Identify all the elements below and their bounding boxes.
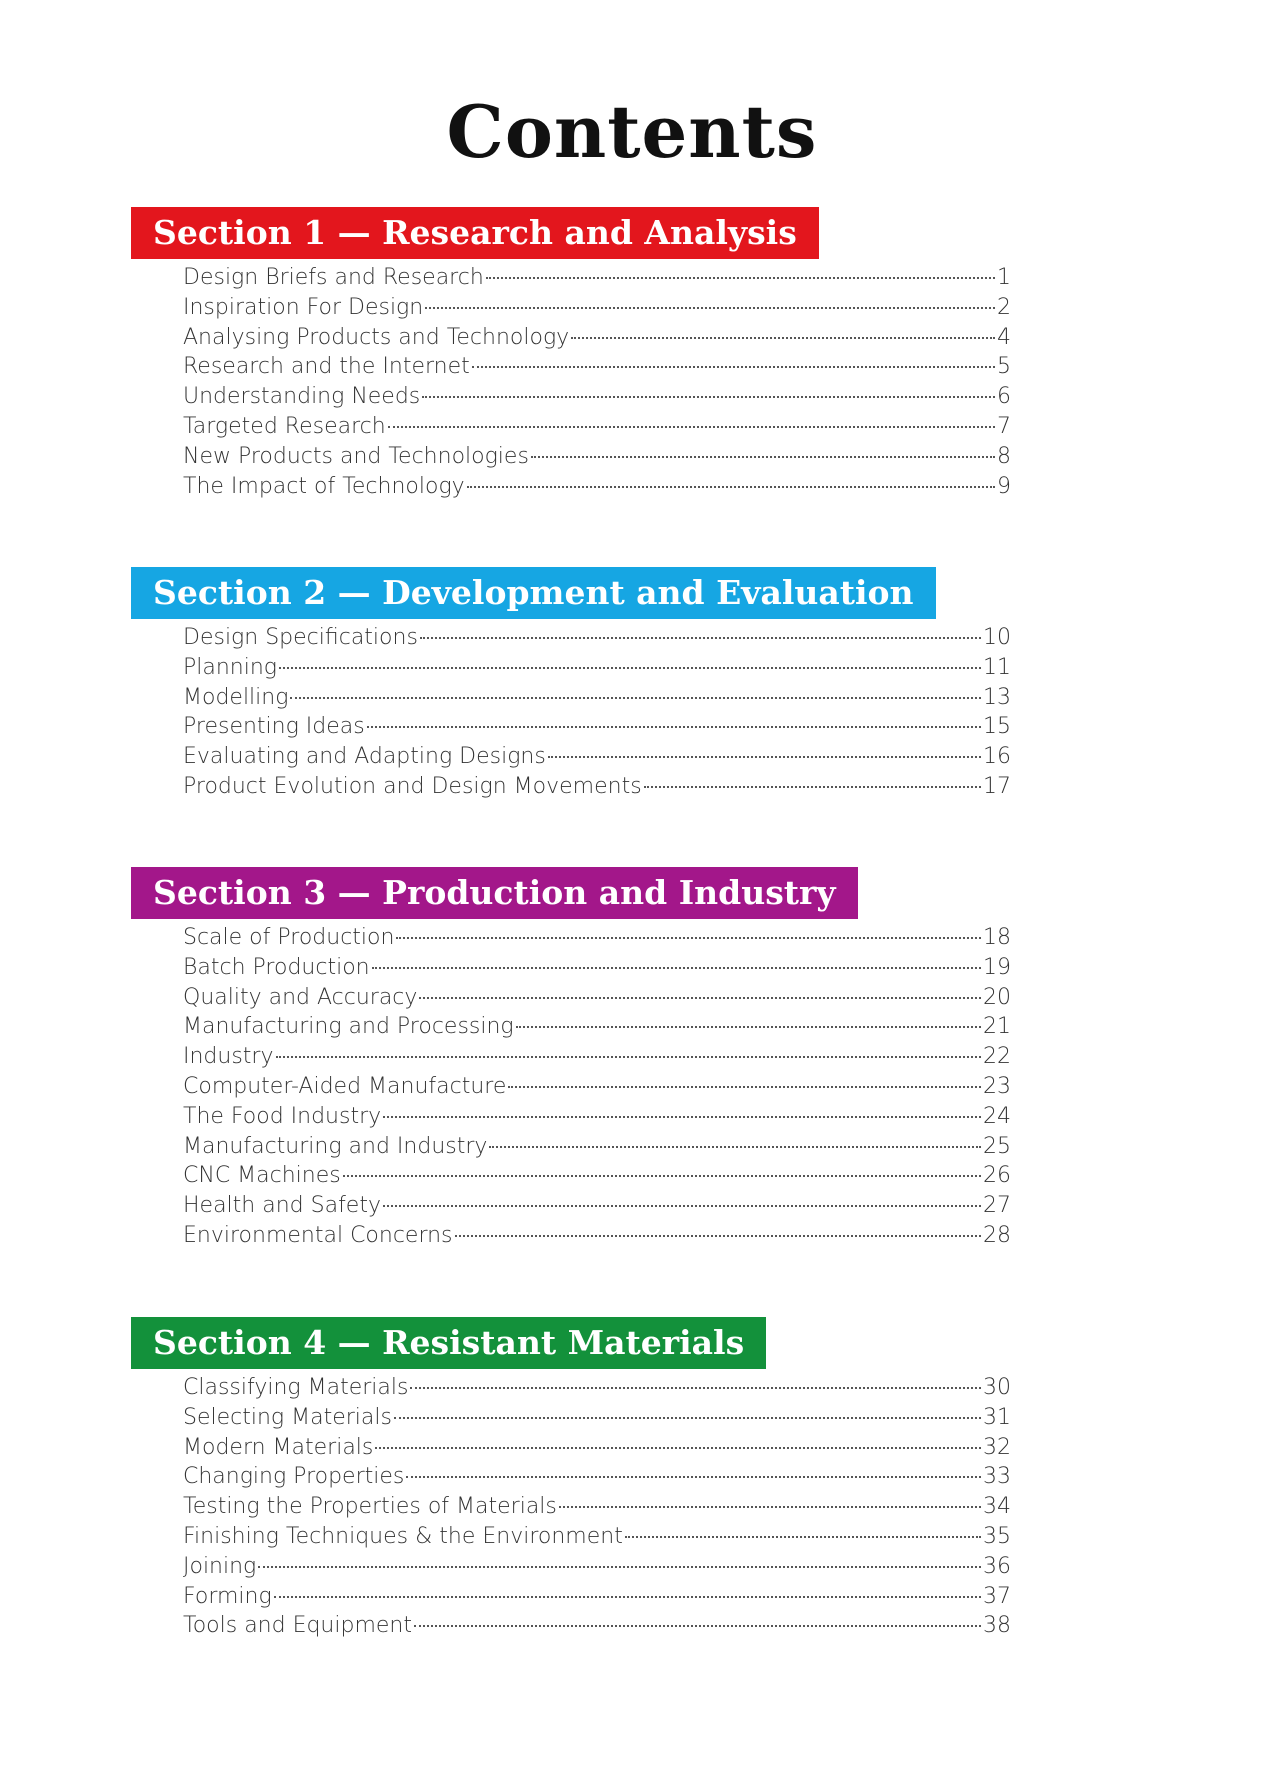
toc-entry-title: The Impact of Technology (183, 473, 465, 499)
toc-entry-title: Forming (183, 1583, 272, 1609)
toc-entry-title: Joining (183, 1553, 257, 1579)
toc-entry (183, 625, 1011, 655)
toc-entry (183, 1464, 1011, 1494)
toc-entry-page: 4 (997, 324, 1011, 350)
toc-entry-title: Health and Safety (183, 1193, 381, 1219)
section-heading: Section 3 — Production and Industry (131, 867, 858, 919)
toc-entry (183, 1163, 1011, 1193)
toc-entry (183, 774, 1011, 804)
toc-entry-title: Analysing Products and Technology (183, 324, 570, 350)
toc-entry-title: Scale of Production (183, 925, 395, 950)
toc-entry-title: Presenting Ideas (183, 714, 365, 740)
section-heading: Section 4 — Resistant Materials (131, 1317, 766, 1369)
toc-entry-title: Design Specifications (183, 625, 418, 650)
dot-leader (422, 396, 995, 398)
toc-entry (183, 1193, 1011, 1223)
dot-leader (383, 1116, 981, 1118)
toc-entry-title: Evaluating and Adapting Designs (183, 744, 546, 770)
toc-entry (183, 325, 1011, 355)
toc-entry-title: Inspiration For Design (183, 294, 424, 320)
toc-entry-page: 17 (983, 773, 1011, 799)
toc-entry (183, 474, 1011, 504)
toc-entry (183, 925, 1011, 955)
toc-entry-page: 34 (983, 1494, 1011, 1520)
toc-entry-page: 6 (997, 384, 1011, 410)
toc-entry-page: 1 (997, 265, 1011, 290)
toc-entry (183, 444, 1011, 474)
toc-entry-title: Industry (183, 1044, 274, 1070)
toc-entry-page: 18 (983, 925, 1011, 950)
toc-entry-page: 36 (983, 1553, 1011, 1579)
dot-leader (343, 1175, 981, 1177)
section-heading: Section 1 — Research and Analysis (131, 207, 819, 259)
toc-entry-title: Tools and Equipment (183, 1613, 412, 1639)
toc-entry (183, 1494, 1011, 1524)
dot-leader (290, 697, 981, 699)
dot-leader (383, 1205, 981, 1207)
toc-entry-title: Design Briefs and Research (183, 265, 484, 290)
dot-leader (406, 1476, 981, 1478)
toc-entry-title: Product Evolution and Design Movements (183, 773, 642, 799)
toc-entry-title: Computer-Aided Manufacture (183, 1073, 507, 1099)
dot-leader (394, 1417, 981, 1419)
section-heading: Section 2 — Development and Evaluation (131, 567, 936, 619)
entry-list (131, 265, 1011, 503)
dot-leader (508, 1086, 981, 1088)
toc-entry-title: Research and the Internet (183, 354, 470, 380)
toc-entry (183, 1014, 1011, 1044)
toc-entry (183, 714, 1011, 744)
dot-leader (372, 967, 981, 969)
dot-leader (396, 937, 981, 939)
toc-entry (183, 655, 1011, 685)
toc-entry-title: Modern Materials (183, 1434, 374, 1460)
dot-leader (486, 277, 995, 279)
dot-leader (467, 486, 995, 488)
toc-entry-title: Testing the Properties of Materials (183, 1494, 557, 1520)
toc-entry-page: 23 (983, 1073, 1011, 1099)
dot-leader (559, 1506, 981, 1508)
toc-entry-page: 8 (997, 443, 1011, 469)
toc-entry-page: 35 (983, 1523, 1011, 1549)
toc-entry-page: 21 (983, 1014, 1011, 1040)
toc-entry-page: 2 (997, 294, 1011, 320)
toc-entry-title: Manufacturing and Processing (183, 1014, 514, 1040)
entry-list (131, 625, 1011, 804)
dot-leader (644, 786, 981, 788)
toc-entry (183, 1223, 1011, 1253)
toc-entry-title: Modelling (183, 684, 289, 710)
dot-leader (375, 1447, 981, 1449)
dot-leader (388, 426, 995, 428)
toc-entry-title: Understanding Needs (183, 384, 421, 410)
toc-entry-title: Finishing Techniques & the Environment (183, 1523, 623, 1549)
toc-entry-page: 25 (983, 1133, 1011, 1159)
dot-leader (410, 1387, 981, 1389)
dot-leader (489, 1146, 981, 1148)
section-development-and-evaluation (131, 567, 1011, 804)
toc-entry-title: Manufacturing and Industry (183, 1133, 488, 1159)
dot-leader (472, 366, 995, 368)
toc-entry (183, 414, 1011, 444)
toc-entry-page: 20 (983, 984, 1011, 1010)
toc-entry-title: Selecting Materials (183, 1404, 392, 1430)
toc-entry-page: 19 (983, 954, 1011, 980)
toc-entry-title: New Products and Technologies (183, 443, 529, 469)
toc-entry (183, 955, 1011, 985)
toc-entry (183, 1435, 1011, 1465)
toc-entry-title: Changing Properties (183, 1464, 405, 1490)
toc-entry-page: 28 (983, 1222, 1011, 1248)
toc-entry (183, 265, 1011, 295)
toc-entry-page: 32 (983, 1434, 1011, 1460)
toc-entry (183, 1554, 1011, 1584)
toc-entry-page: 22 (983, 1044, 1011, 1070)
toc-entry-page: 30 (983, 1375, 1011, 1400)
toc-entry-title: Batch Production (183, 954, 370, 980)
toc-entry-page: 5 (997, 354, 1011, 380)
section-production-and-industry (131, 867, 1011, 1253)
dot-leader (548, 756, 981, 758)
toc-entry (183, 1104, 1011, 1134)
toc-entry (183, 354, 1011, 384)
entry-list (131, 925, 1011, 1253)
toc-entry (183, 1074, 1011, 1104)
dot-leader (516, 1026, 981, 1028)
toc-entry-page: 11 (983, 654, 1011, 680)
toc-entry-page: 7 (997, 413, 1011, 439)
dot-leader (367, 726, 981, 728)
toc-entry (183, 1044, 1011, 1074)
toc-entry (183, 295, 1011, 325)
toc-entry-page: 24 (983, 1103, 1011, 1129)
toc-entry-page: 16 (983, 744, 1011, 770)
section-research-and-analysis (131, 207, 1011, 503)
toc-entry (183, 744, 1011, 774)
entry-list (131, 1375, 1011, 1643)
toc-entry (183, 1524, 1011, 1554)
toc-entry-title: Environmental Concerns (183, 1222, 453, 1248)
toc-entry-page: 13 (983, 684, 1011, 710)
toc-entry (183, 1613, 1011, 1643)
dot-leader (276, 1056, 982, 1058)
dot-leader (274, 1596, 981, 1598)
page-title: Contents (446, 89, 818, 174)
dot-leader (258, 1566, 981, 1568)
dot-leader (425, 307, 995, 309)
toc-entry (183, 384, 1011, 414)
dot-leader (414, 1625, 981, 1627)
toc-entry-title: CNC Machines (183, 1163, 341, 1189)
toc-entry-page: 38 (983, 1613, 1011, 1639)
dot-leader (455, 1235, 981, 1237)
toc-entry (183, 685, 1011, 715)
dot-leader (571, 337, 995, 339)
toc-entry (183, 1375, 1011, 1405)
toc-entry-title: Classifying Materials (183, 1375, 409, 1400)
toc-entry-page: 27 (983, 1193, 1011, 1219)
toc-entry-page: 26 (983, 1163, 1011, 1189)
toc-entry-page: 37 (983, 1583, 1011, 1609)
dot-leader (419, 997, 981, 999)
dot-leader (279, 667, 981, 669)
dot-leader (625, 1536, 981, 1538)
toc-entry (183, 1134, 1011, 1164)
toc-entry-page: 31 (983, 1404, 1011, 1430)
section-resistant-materials (131, 1317, 1011, 1643)
toc-entry-page: 15 (983, 714, 1011, 740)
toc-entry-page: 10 (983, 625, 1011, 650)
toc-entry-title: The Food Industry (183, 1103, 382, 1129)
toc-entry-title: Planning (183, 654, 278, 680)
dot-leader (420, 637, 981, 639)
toc-entry (183, 1405, 1011, 1435)
toc-entry-title: Targeted Research (183, 413, 386, 439)
toc-entry-title: Quality and Accuracy (183, 984, 418, 1010)
toc-entry-page: 9 (997, 473, 1011, 499)
toc-entry-page: 33 (983, 1464, 1011, 1490)
toc-entry (183, 1584, 1011, 1614)
toc-entry (183, 985, 1011, 1015)
dot-leader (531, 456, 995, 458)
